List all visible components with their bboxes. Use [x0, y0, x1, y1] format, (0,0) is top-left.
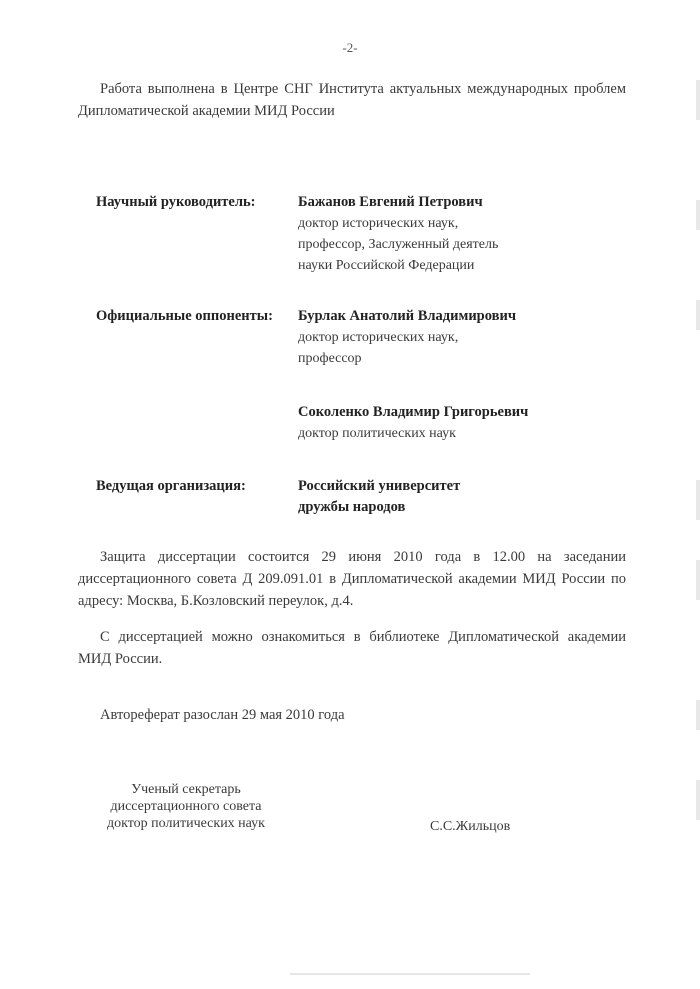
supervisor-block: [298, 192, 598, 276]
supervisor-line: профессор, Заслуженный деятель: [298, 237, 499, 252]
defense-paragraph: Защита диссертации состоится 29 июня 2010 года в 12.00 на заседании диссертационного совета Д 209.091.01 в Дипломатической академии МИД России по адресу: Москва, Б.Козловский переулок, д.4.: [78, 549, 626, 609]
opponent-second-block: [298, 402, 618, 444]
scan-edge-mark: [696, 200, 700, 230]
secretary-name: С.С.Жильцов: [430, 819, 511, 834]
lead-org-line: Российский университет: [298, 478, 461, 494]
opponent-first-block: [298, 306, 618, 369]
library-paragraph: С диссертацией можно ознакомиться в библиотеке Дипломатической академии МИД России.: [78, 629, 626, 667]
opponent-first-name: Бурлак Анатолий Владимирович: [298, 308, 516, 324]
page-number: -2-: [342, 40, 358, 55]
opponent-first-line: профессор: [298, 351, 362, 366]
supervisor-line: доктор исторических наук,: [298, 216, 459, 231]
secretary-block: [86, 781, 286, 832]
supervisor-name: Бажанов Евгений Петрович: [298, 194, 483, 210]
secretary-line: доктор политических наук: [107, 816, 265, 831]
opponent-first-line: доктор исторических наук,: [298, 330, 459, 345]
scan-edge-mark: [696, 480, 700, 520]
scan-edge-mark: [696, 560, 700, 600]
opponent-second-name: Соколенко Владимир Григорьевич: [298, 404, 529, 420]
scan-edge-mark: [696, 780, 700, 820]
scan-edge-mark: [696, 80, 700, 120]
intro-paragraph: Работа выполнена в Центре СНГ Института актуальных международных проблем Дипломатической академии МИД России: [78, 81, 626, 119]
opponent-second-line: доктор политических наук: [298, 426, 456, 441]
supervisor-label: Научный руководитель:: [96, 194, 256, 210]
lead-org-label: Ведущая организация:: [96, 478, 246, 494]
lead-org-block: [298, 476, 598, 518]
scan-edge-mark: [696, 700, 700, 730]
secretary-line: Ученый секретарь: [131, 782, 241, 797]
lead-org-line: дружбы народов: [298, 499, 406, 515]
abstract-sent-line: Автореферат разослан 29 мая 2010 года: [100, 707, 345, 723]
opponents-label: Официальные оппоненты:: [96, 308, 273, 324]
footer-line: [290, 973, 530, 975]
supervisor-line: науки Российской Федерации: [298, 258, 475, 273]
scan-edge-mark: [696, 300, 700, 330]
secretary-line: диссертационного совета: [110, 799, 262, 814]
